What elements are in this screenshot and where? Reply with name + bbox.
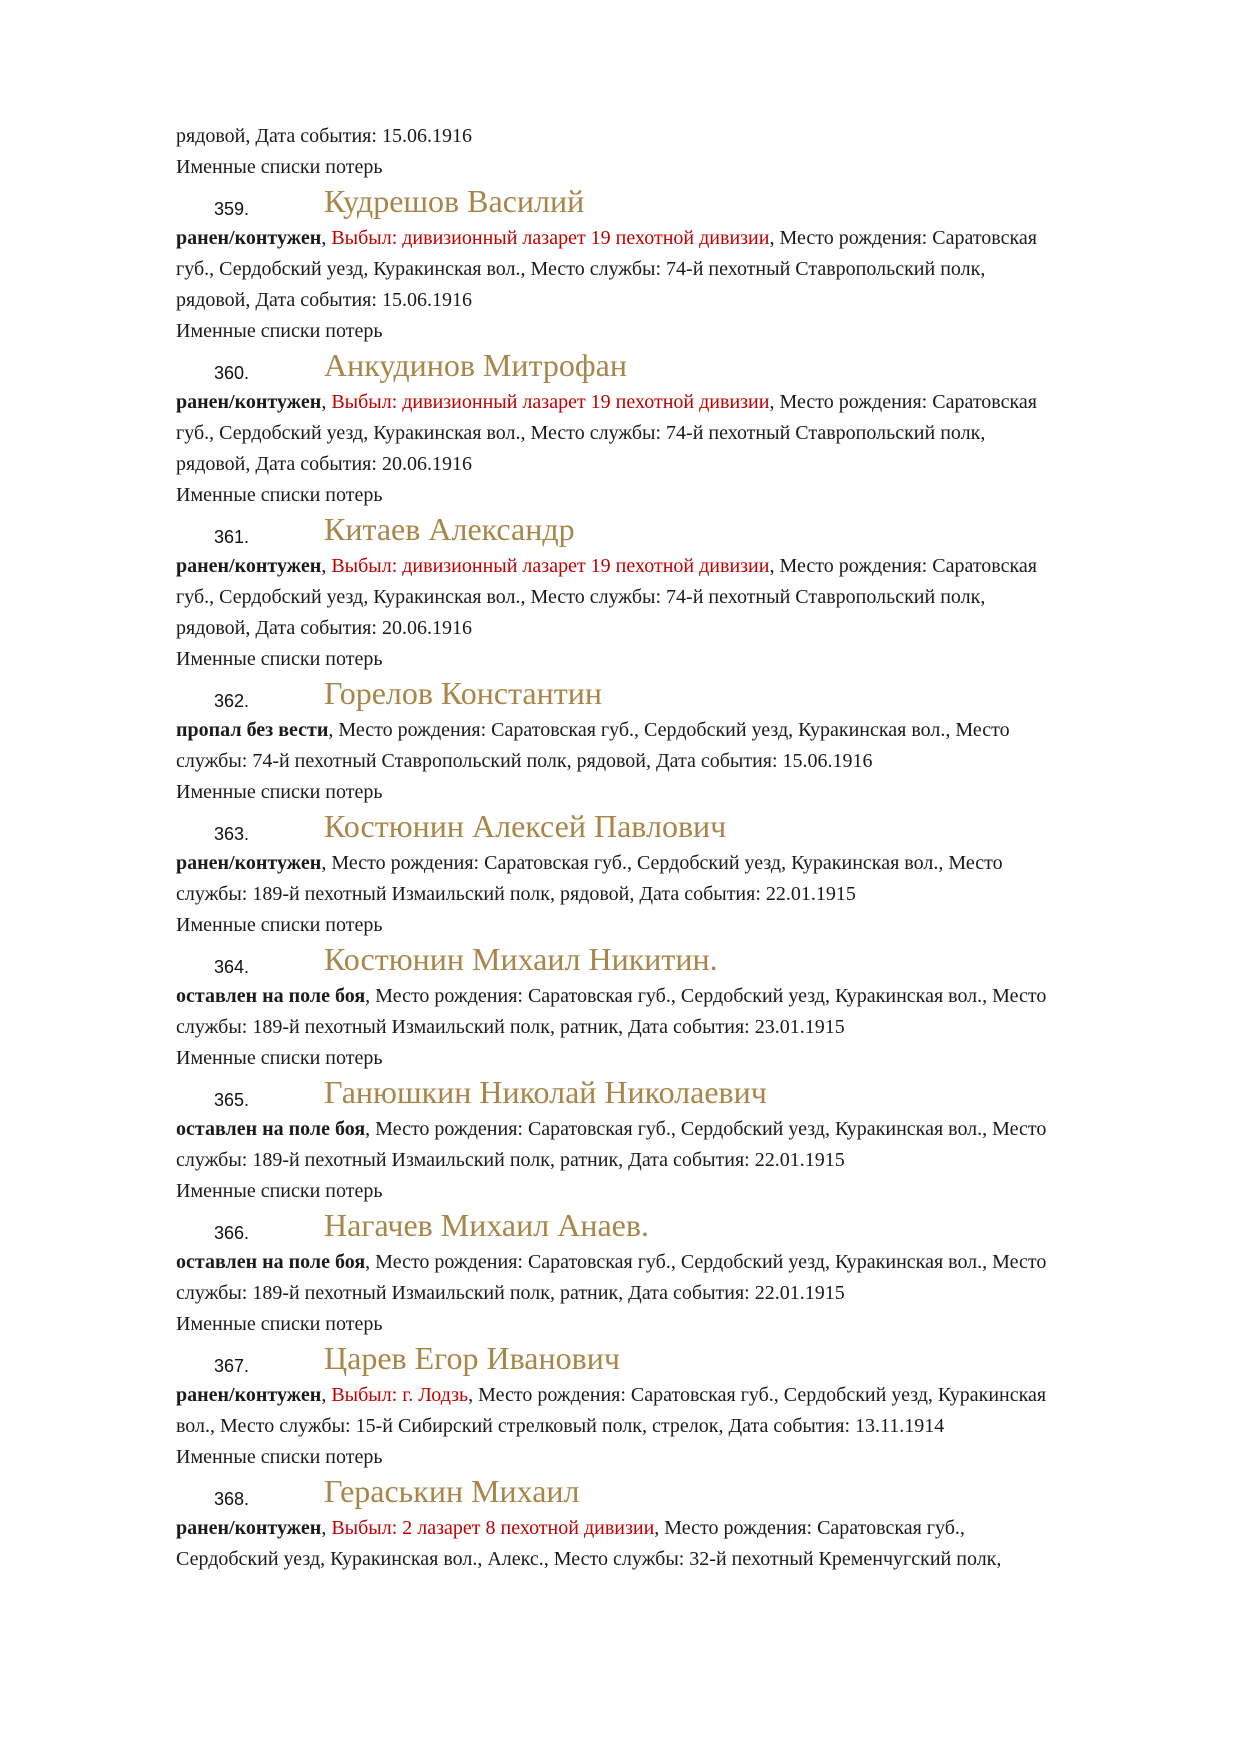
entry-source: Именные списки потерь: [176, 1180, 383, 1202]
entry-heading: [176, 943, 1146, 979]
entry-details: [176, 223, 1146, 316]
detail-line: [176, 848, 1146, 879]
detail-line: [176, 746, 1146, 777]
detail-line: [176, 1411, 1146, 1442]
detail-text: рядовой, Дата события: 20.06.1916: [176, 453, 472, 475]
list-item: [176, 1342, 1146, 1473]
entry-source: Именные списки потерь: [176, 1313, 383, 1335]
entry-name: Нагачев Михаил Анаев.: [324, 1207, 649, 1243]
detail-text: , Место рождения: Саратовская губ., Сердобский уезд, Куракинская вол., Место: [365, 985, 1047, 1007]
entry-name: Царев Егор Иванович: [324, 1340, 620, 1376]
entry-name: Гераськин Михаил: [324, 1473, 580, 1509]
entry-heading: [176, 1342, 1146, 1378]
detail-line: [176, 879, 1146, 910]
dropped-text: Выбыл: дивизионный лазарет 19 пехотной дивизии: [331, 227, 770, 249]
entry-number: 365.: [214, 1090, 250, 1110]
entry-number: 366.: [214, 1223, 250, 1243]
list-item: [176, 349, 1146, 511]
detail-text: вол., Место службы: 15-й Сибирский стрелковый полк, стрелок, Дата события: 13.11.1914: [176, 1415, 945, 1437]
detail-line: [176, 1278, 1146, 1309]
entry-name: Ганюшкин Николай Николаевич: [324, 1074, 767, 1110]
entry-number: 360.: [214, 363, 250, 383]
separator: ,: [321, 1517, 332, 1539]
detail-text: , Место рождения: Саратовская губ., Сердобский уезд, Куракинская: [468, 1384, 1047, 1406]
entry-details: [176, 1513, 1146, 1575]
entry-heading: [176, 513, 1146, 549]
status-text: ранен/контужен: [176, 227, 322, 249]
entry-name: Костюнин Алексей Павлович: [324, 808, 727, 844]
entries-list: [176, 185, 1146, 1575]
entry-details: [176, 1247, 1146, 1309]
entry-heading: [176, 185, 1146, 221]
detail-text: рядовой, Дата события: 15.06.1916: [176, 289, 472, 311]
entry-number: 368.: [214, 1489, 250, 1509]
entry-number: 362.: [214, 691, 250, 711]
detail-text: , Место рождения: Саратовская губ., Сердобский уезд, Куракинская вол., Место: [365, 1118, 1047, 1140]
detail-text: службы: 189-й пехотный Измаильский полк, рядовой, Дата события: 22.01.1915: [176, 883, 856, 905]
entry-name: Анкудинов Митрофан: [324, 347, 627, 383]
detail-text: , Место рождения: Саратовская: [769, 555, 1037, 577]
entry-details: [176, 1380, 1146, 1442]
status-text: оставлен на поле боя: [176, 1251, 366, 1273]
dropped-text: Выбыл: 2 лазарет 8 пехотной дивизии: [331, 1517, 655, 1539]
detail-line: [176, 387, 1146, 418]
entry-source: Именные списки потерь: [176, 320, 383, 342]
entry-source: Именные списки потерь: [176, 1446, 383, 1468]
detail-line: [176, 981, 1146, 1012]
detail-line: [176, 418, 1146, 449]
detail-line: [176, 715, 1146, 746]
detail-line: [176, 1247, 1146, 1278]
list-item: [176, 513, 1146, 675]
detail-text: , Место рождения: Саратовская: [769, 227, 1037, 249]
entry-details: [176, 1114, 1146, 1176]
status-text: ранен/контужен: [176, 391, 322, 413]
list-item: [176, 1076, 1146, 1207]
detail-text: губ., Сердобский уезд, Куракинская вол., Место службы: 74-й пехотный Ставропольский полк,: [176, 586, 986, 608]
detail-line: [176, 582, 1146, 613]
detail-line: [176, 1544, 1146, 1575]
entry-number: 363.: [214, 824, 250, 844]
detail-line: [176, 613, 1146, 644]
detail-text: службы: 189-й пехотный Измаильский полк, ратник, Дата события: 23.01.1915: [176, 1016, 845, 1038]
entry-details: [176, 387, 1146, 480]
lead-source: Именные списки потерь: [176, 156, 383, 178]
entry-name: Кудрешов Василий: [324, 183, 585, 219]
detail-line: [176, 285, 1146, 316]
dropped-text: Выбыл: дивизионный лазарет 19 пехотной дивизии: [331, 391, 770, 413]
entry-number: 364.: [214, 957, 250, 977]
list-item: [176, 185, 1146, 347]
entry-source: Именные списки потерь: [176, 1047, 383, 1069]
detail-line: [176, 449, 1146, 480]
detail-line: [176, 1380, 1146, 1411]
detail-line: [176, 1114, 1146, 1145]
entry-details: [176, 981, 1146, 1043]
detail-text: службы: 189-й пехотный Измаильский полк, ратник, Дата события: 22.01.1915: [176, 1282, 845, 1304]
separator: ,: [321, 227, 332, 249]
separator: ,: [321, 555, 332, 577]
entry-details: [176, 551, 1146, 644]
detail-text: губ., Сердобский уезд, Куракинская вол., Место службы: 74-й пехотный Ставропольский полк,: [176, 258, 986, 280]
detail-line: [176, 254, 1146, 285]
status-text: ранен/контужен: [176, 1517, 322, 1539]
detail-line: [176, 1145, 1146, 1176]
entry-name: Костюнин Михаил Никитин.: [324, 941, 718, 977]
detail-text: , Место рождения: Саратовская: [769, 391, 1037, 413]
entry-source: Именные списки потерь: [176, 914, 383, 936]
entry-number: 361.: [214, 527, 250, 547]
entry-source: Именные списки потерь: [176, 648, 383, 670]
entry-number: 359.: [214, 199, 250, 219]
status-text: ранен/контужен: [176, 1384, 322, 1406]
entry-source: Именные списки потерь: [176, 484, 383, 506]
list-item: [176, 1475, 1146, 1575]
entry-details: [176, 715, 1146, 777]
list-item: [176, 943, 1146, 1074]
entry-heading: [176, 349, 1146, 385]
entry-heading: [176, 1076, 1146, 1112]
detail-text: , Место рождения: Саратовская губ.,: [654, 1517, 965, 1539]
lead-line: рядовой, Дата события: 15.06.1916: [176, 125, 472, 147]
entry-heading: [176, 677, 1146, 713]
detail-text: Сердобский уезд, Куракинская вол., Алекс., Место службы: 32-й пехотный Кременчугский полк,: [176, 1548, 1002, 1570]
status-text: пропал без вести: [176, 719, 329, 741]
detail-text: службы: 74-й пехотный Ставропольский полк, рядовой, Дата события: 15.06.1916: [176, 750, 873, 772]
status-text: оставлен на поле боя: [176, 1118, 366, 1140]
detail-line: [176, 551, 1146, 582]
status-text: оставлен на поле боя: [176, 985, 366, 1007]
status-text: ранен/контужен: [176, 852, 322, 874]
detail-text: , Место рождения: Саратовская губ., Сердобский уезд, Куракинская вол., Место: [365, 1251, 1047, 1273]
detail-line: [176, 1012, 1146, 1043]
entry-heading: [176, 1475, 1146, 1511]
list-item: [176, 1209, 1146, 1340]
detail-text: , Место рождения: Саратовская губ., Сердобский уезд, Куракинская вол., Место: [321, 852, 1003, 874]
list-item: [176, 677, 1146, 808]
dropped-text: Выбыл: г. Лодзь: [331, 1384, 469, 1406]
detail-text: , Место рождения: Саратовская губ., Сердобский уезд, Куракинская вол., Место: [328, 719, 1010, 741]
detail-text: рядовой, Дата события: 20.06.1916: [176, 617, 472, 639]
entry-source: Именные списки потерь: [176, 781, 383, 803]
detail-line: [176, 1513, 1146, 1544]
detail-text: губ., Сердобский уезд, Куракинская вол., Место службы: 74-й пехотный Ставропольский полк,: [176, 422, 986, 444]
detail-line: [176, 223, 1146, 254]
document-page: [176, 121, 1146, 1575]
detail-text: службы: 189-й пехотный Измаильский полк, ратник, Дата события: 22.01.1915: [176, 1149, 845, 1171]
entry-number: 367.: [214, 1356, 250, 1376]
entry-name: Горелов Константин: [324, 675, 602, 711]
status-text: ранен/контужен: [176, 555, 322, 577]
separator: ,: [321, 1384, 332, 1406]
entry-name: Китаев Александр: [324, 511, 575, 547]
entry-details: [176, 848, 1146, 910]
dropped-text: Выбыл: дивизионный лазарет 19 пехотной дивизии: [331, 555, 770, 577]
entry-heading: [176, 810, 1146, 846]
separator: ,: [321, 391, 332, 413]
list-item: [176, 810, 1146, 941]
entry-heading: [176, 1209, 1146, 1245]
